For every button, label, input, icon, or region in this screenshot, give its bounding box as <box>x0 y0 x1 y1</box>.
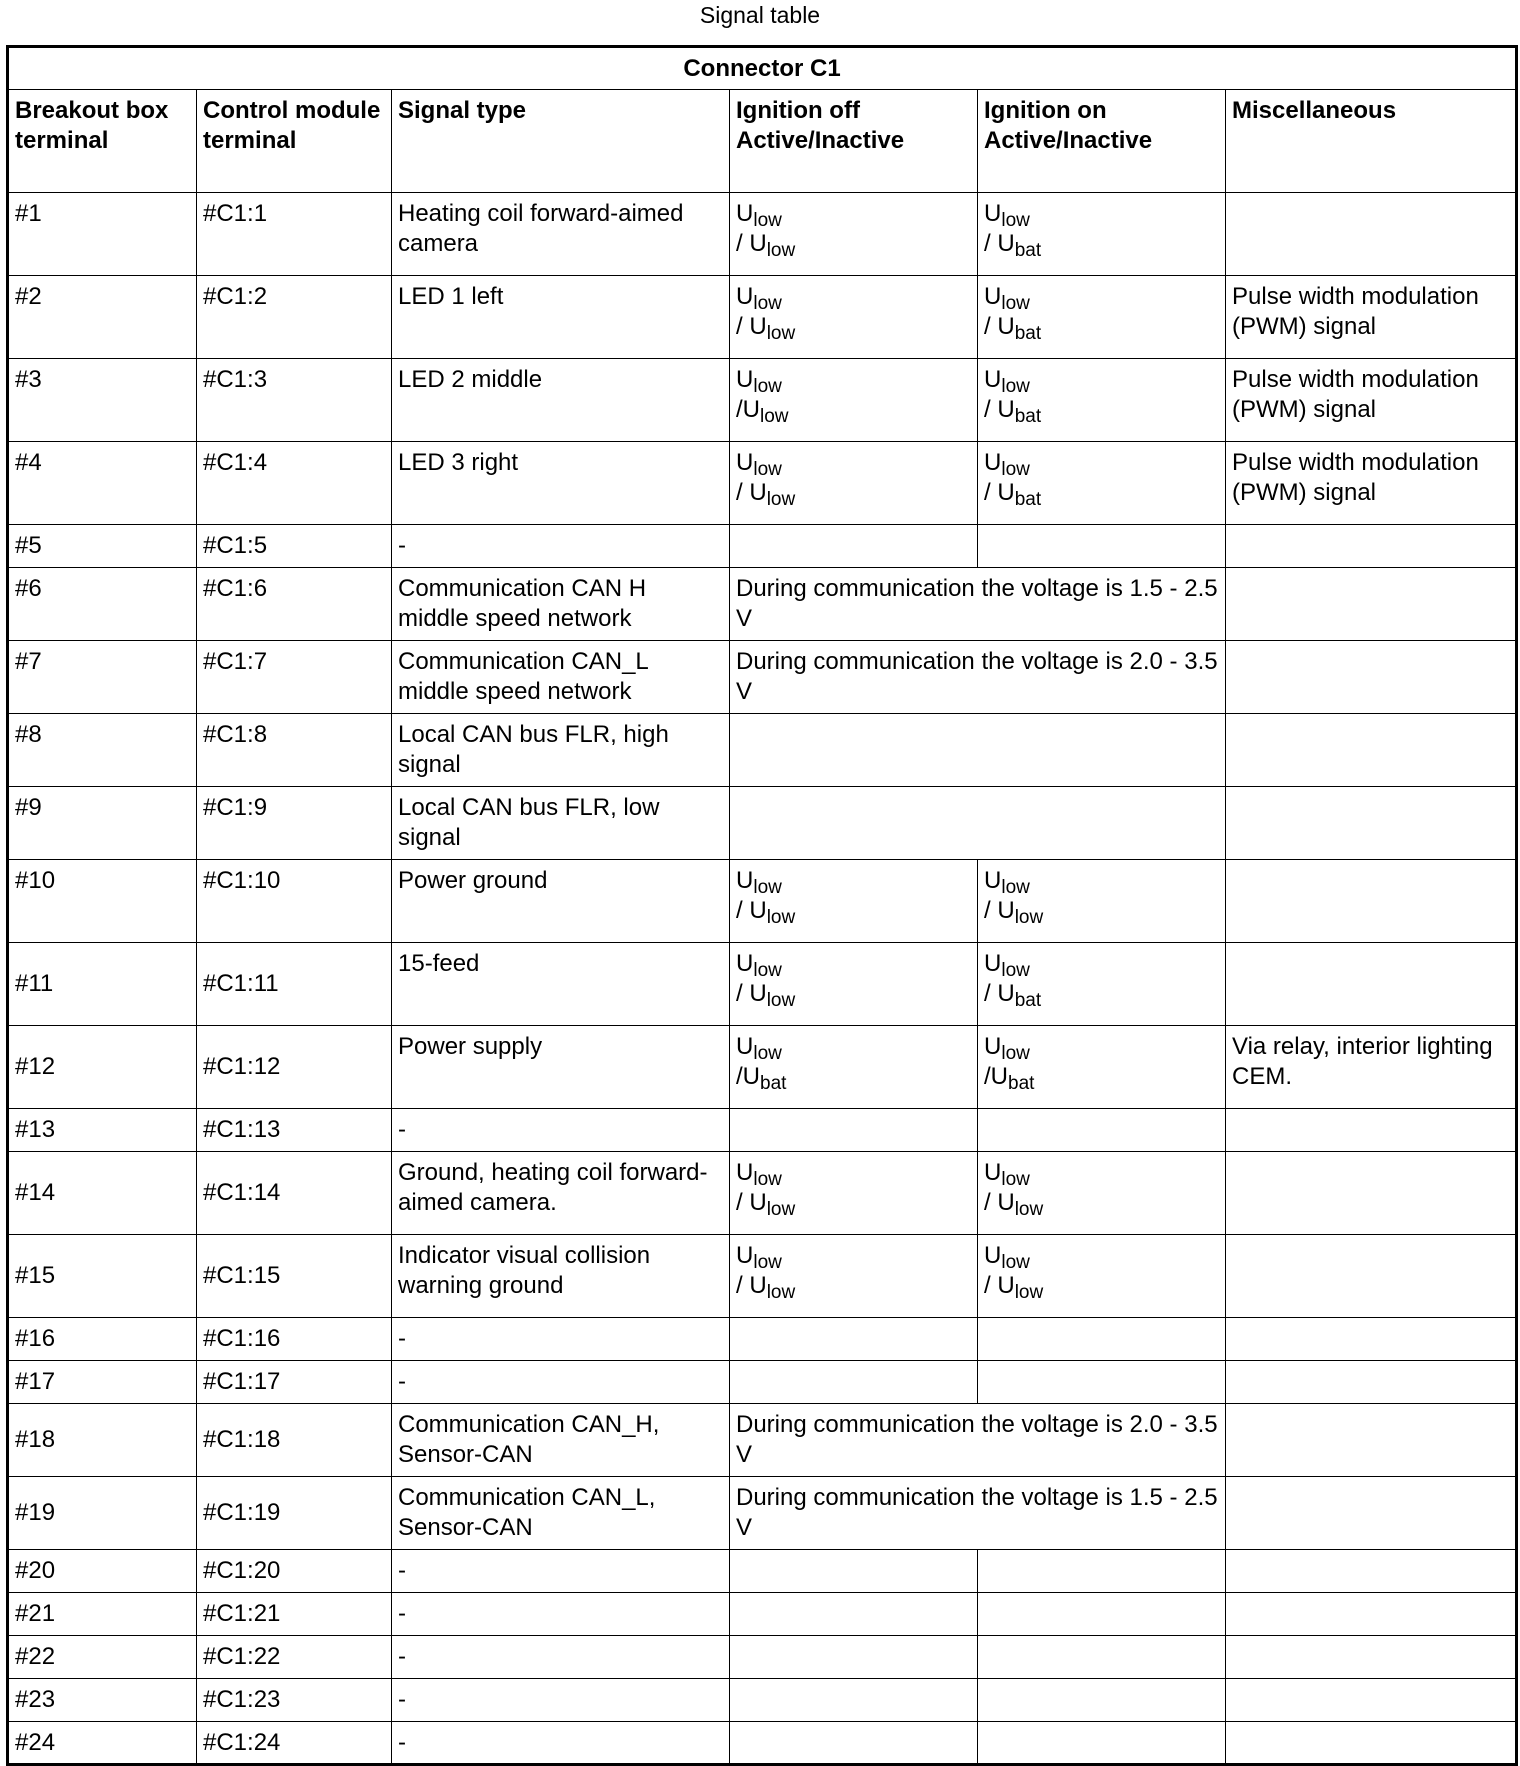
signal-type: Local CAN bus FLR, high signal <box>392 714 730 787</box>
signal-type: 15-feed <box>392 943 730 1026</box>
breakout-box-terminal: #21 <box>8 1593 197 1636</box>
ignition-off-value <box>730 193 978 276</box>
voltage-line: $U_{low}$ <box>736 950 782 981</box>
voltage-subscript: low <box>760 406 789 427</box>
signal-type: Communication CAN H middle speed network <box>392 568 730 641</box>
miscellaneous <box>1226 1318 1517 1361</box>
ignition-on-value <box>978 1318 1226 1361</box>
control-module-terminal: #C1:9 <box>197 787 392 860</box>
voltage-subscript: bat <box>1014 240 1042 261</box>
voltage-subscript: low <box>1001 877 1030 898</box>
breakout-box-terminal: #12 <box>8 1026 197 1109</box>
voltage-subscript: low <box>1001 376 1030 397</box>
voltage-separator: / <box>736 980 750 1007</box>
voltage-line: / $U_{low}$ <box>984 1272 1044 1303</box>
column-header: Breakout box terminal <box>8 90 197 193</box>
table-row <box>8 359 1517 442</box>
ignition-on-value <box>978 1235 1226 1318</box>
voltage-separator: / <box>736 230 750 257</box>
voltage-separator: / <box>984 230 998 257</box>
column-header: Ignition on Active/Inactive <box>978 90 1226 193</box>
ignition-on-value <box>978 442 1226 525</box>
miscellaneous <box>1226 1636 1517 1679</box>
table-row <box>8 525 1517 568</box>
ignition-span-value: During communication the voltage is 2.0 - 3.5 V <box>730 641 1226 714</box>
breakout-box-terminal: #7 <box>8 641 197 714</box>
voltage-subscript: low <box>1014 1199 1044 1220</box>
ignition-off-value <box>730 276 978 359</box>
voltage-subscript: low <box>766 323 796 344</box>
voltage-separator: / <box>984 396 998 423</box>
table-row <box>8 1235 1517 1318</box>
breakout-box-terminal: #3 <box>8 359 197 442</box>
voltage-subscript: low <box>753 1169 782 1190</box>
voltage-line: / $U_{low}$ <box>736 1189 796 1220</box>
ignition-off-value <box>730 1636 978 1679</box>
voltage-line: $U_{low}$ <box>736 200 782 231</box>
signal-type: - <box>392 1722 730 1765</box>
table-row <box>8 1636 1517 1679</box>
miscellaneous: Pulse width modulation (PWM) signal <box>1226 359 1517 442</box>
control-module-terminal: #C1:7 <box>197 641 392 714</box>
voltage-line: $U_{low}$ <box>984 950 1030 981</box>
voltage-subscript: low <box>1001 960 1030 981</box>
table-row <box>8 787 1517 860</box>
voltage-subscript: low <box>753 1043 782 1064</box>
breakout-box-terminal: #4 <box>8 442 197 525</box>
breakout-box-terminal: #20 <box>8 1550 197 1593</box>
control-module-terminal: #C1:14 <box>197 1152 392 1235</box>
voltage-separator: / <box>984 313 998 340</box>
signal-type: Power ground <box>392 860 730 943</box>
miscellaneous <box>1226 1152 1517 1235</box>
table-row <box>8 1404 1517 1477</box>
voltage-subscript: low <box>766 240 796 261</box>
voltage-subscript: low <box>753 210 782 231</box>
table-row <box>8 442 1517 525</box>
signal-type: - <box>392 1550 730 1593</box>
table-row <box>8 1361 1517 1404</box>
voltage-subscript: low <box>766 489 796 510</box>
table-row <box>8 1152 1517 1235</box>
voltage-separator: / <box>736 1272 750 1299</box>
control-module-terminal: #C1:17 <box>197 1361 392 1404</box>
signal-table <box>6 45 1518 1766</box>
ignition-off-value <box>730 943 978 1026</box>
voltage-subscript: low <box>753 376 782 397</box>
table-row <box>8 193 1517 276</box>
control-module-terminal: #C1:20 <box>197 1550 392 1593</box>
voltage-line: / $U_{bat}$ <box>984 230 1042 261</box>
voltage-line: / $U_{low}$ <box>984 1189 1044 1220</box>
signal-type: - <box>392 1361 730 1404</box>
control-module-terminal: #C1:24 <box>197 1722 392 1765</box>
ignition-span-value <box>730 787 1226 860</box>
ignition-off-value <box>730 359 978 442</box>
voltage-subscript: bat <box>1014 489 1042 510</box>
miscellaneous <box>1226 1679 1517 1722</box>
breakout-box-terminal: #9 <box>8 787 197 860</box>
ignition-on-value <box>978 1722 1226 1765</box>
breakout-box-terminal: #8 <box>8 714 197 787</box>
breakout-box-terminal: #16 <box>8 1318 197 1361</box>
control-module-terminal: #C1:21 <box>197 1593 392 1636</box>
miscellaneous <box>1226 860 1517 943</box>
table-row <box>8 568 1517 641</box>
voltage-line: / $U_{low}$ <box>736 897 796 928</box>
voltage-subscript: bat <box>1014 990 1042 1011</box>
ignition-on-value <box>978 1593 1226 1636</box>
miscellaneous <box>1226 1109 1517 1152</box>
signal-type: Communication CAN_L, Sensor-CAN <box>392 1477 730 1550</box>
ignition-off-value <box>730 1722 978 1765</box>
control-module-terminal: #C1:2 <box>197 276 392 359</box>
ignition-span-value: During communication the voltage is 2.0 - 3.5 V <box>730 1404 1226 1477</box>
voltage-subscript: low <box>766 907 796 928</box>
control-module-terminal: #C1:16 <box>197 1318 392 1361</box>
voltage-line: $/U_{bat}$ <box>984 1063 1035 1094</box>
voltage-line: $U_{low}$ <box>984 366 1030 397</box>
ignition-off-value <box>730 1152 978 1235</box>
voltage-subscript: low <box>1014 1282 1044 1303</box>
control-module-terminal: #C1:8 <box>197 714 392 787</box>
signal-type: LED 1 left <box>392 276 730 359</box>
ignition-span-value: During communication the voltage is 1.5 - 2.5 V <box>730 1477 1226 1550</box>
miscellaneous <box>1226 1361 1517 1404</box>
voltage-subscript: low <box>1001 1043 1030 1064</box>
signal-type: - <box>392 1679 730 1722</box>
signal-type: - <box>392 1636 730 1679</box>
ignition-on-value <box>978 860 1226 943</box>
miscellaneous <box>1226 714 1517 787</box>
table-row <box>8 1722 1517 1765</box>
voltage-subscript: low <box>753 960 782 981</box>
column-header: Miscellaneous <box>1226 90 1517 193</box>
voltage-subscript: low <box>1001 210 1030 231</box>
table-row <box>8 1593 1517 1636</box>
control-module-terminal: #C1:22 <box>197 1636 392 1679</box>
miscellaneous <box>1226 1593 1517 1636</box>
miscellaneous <box>1226 193 1517 276</box>
voltage-separator: / <box>984 479 998 506</box>
signal-type: Communication CAN_L middle speed network <box>392 641 730 714</box>
table-row <box>8 860 1517 943</box>
voltage-separator: / <box>736 897 750 924</box>
ignition-on-value <box>978 193 1226 276</box>
ignition-off-value <box>730 1109 978 1152</box>
signal-type: Ground, heating coil forward-aimed camera. <box>392 1152 730 1235</box>
voltage-separator: / <box>736 1189 750 1216</box>
miscellaneous: Pulse width modulation (PWM) signal <box>1226 276 1517 359</box>
voltage-separator: / <box>736 479 750 506</box>
page-title: Signal table <box>699 2 821 28</box>
breakout-box-terminal: #15 <box>8 1235 197 1318</box>
signal-type: - <box>392 1318 730 1361</box>
voltage-line: $U_{low}$ <box>736 283 782 314</box>
breakout-box-terminal: #24 <box>8 1722 197 1765</box>
ignition-off-value <box>730 1679 978 1722</box>
control-module-terminal: #C1:23 <box>197 1679 392 1722</box>
control-module-terminal: #C1:3 <box>197 359 392 442</box>
voltage-separator: / <box>984 1189 998 1216</box>
voltage-subscript: low <box>753 877 782 898</box>
signal-type: - <box>392 1593 730 1636</box>
table-row <box>8 276 1517 359</box>
table-row <box>8 1477 1517 1550</box>
voltage-line: $U_{low}$ <box>984 867 1030 898</box>
voltage-separator: / <box>984 897 998 924</box>
signal-type: LED 2 middle <box>392 359 730 442</box>
control-module-terminal: #C1:6 <box>197 568 392 641</box>
miscellaneous: Via relay, interior lighting CEM. <box>1226 1026 1517 1109</box>
ignition-on-value <box>978 1679 1226 1722</box>
signal-type: Communication CAN_H, Sensor-CAN <box>392 1404 730 1477</box>
voltage-line: / $U_{bat}$ <box>984 980 1042 1011</box>
voltage-subscript: low <box>1001 293 1030 314</box>
control-module-terminal: #C1:4 <box>197 442 392 525</box>
table-row <box>8 1550 1517 1593</box>
breakout-box-terminal: #11 <box>8 943 197 1026</box>
voltage-line: $U_{low}$ <box>984 449 1030 480</box>
voltage-line: / $U_{low}$ <box>736 980 796 1011</box>
voltage-separator: / <box>736 1063 743 1090</box>
breakout-box-terminal: #18 <box>8 1404 197 1477</box>
breakout-box-terminal: #1 <box>8 193 197 276</box>
signal-type: - <box>392 1109 730 1152</box>
control-module-terminal: #C1:5 <box>197 525 392 568</box>
voltage-separator: / <box>984 1063 991 1090</box>
miscellaneous <box>1226 525 1517 568</box>
voltage-subscript: low <box>1001 1252 1030 1273</box>
breakout-box-terminal: #14 <box>8 1152 197 1235</box>
voltage-line: $/U_{bat}$ <box>736 1063 787 1094</box>
signal-type: LED 3 right <box>392 442 730 525</box>
ignition-off-value <box>730 1318 978 1361</box>
voltage-subscript: bat <box>1014 406 1042 427</box>
voltage-subscript: bat <box>1008 1073 1035 1094</box>
ignition-on-value <box>978 1361 1226 1404</box>
signal-type: Indicator visual collision warning ground <box>392 1235 730 1318</box>
voltage-subscript: low <box>1001 1169 1030 1190</box>
voltage-subscript: low <box>753 293 782 314</box>
voltage-line: / $U_{bat}$ <box>984 396 1042 427</box>
miscellaneous <box>1226 1722 1517 1765</box>
ignition-span-value <box>730 714 1226 787</box>
voltage-line: $U_{low}$ <box>736 1033 782 1064</box>
breakout-box-terminal: #22 <box>8 1636 197 1679</box>
control-module-terminal: #C1:10 <box>197 860 392 943</box>
ignition-off-value <box>730 442 978 525</box>
breakout-box-terminal: #10 <box>8 860 197 943</box>
miscellaneous <box>1226 787 1517 860</box>
control-module-terminal: #C1:15 <box>197 1235 392 1318</box>
ignition-on-value <box>978 943 1226 1026</box>
voltage-line: $U_{low}$ <box>984 1033 1030 1064</box>
voltage-subscript: low <box>766 990 796 1011</box>
connector-caption: Connector C1 <box>8 47 1517 90</box>
table-row <box>8 1318 1517 1361</box>
signal-type: - <box>392 525 730 568</box>
column-header: Control module terminal <box>197 90 392 193</box>
ignition-on-value <box>978 1026 1226 1109</box>
control-module-terminal: #C1:19 <box>197 1477 392 1550</box>
voltage-line: / $U_{low}$ <box>736 313 796 344</box>
miscellaneous <box>1226 641 1517 714</box>
signal-type: Heating coil forward-aimed camera <box>392 193 730 276</box>
voltage-line: / $U_{bat}$ <box>984 313 1042 344</box>
miscellaneous <box>1226 568 1517 641</box>
ignition-on-value <box>978 525 1226 568</box>
signal-type: Power supply <box>392 1026 730 1109</box>
voltage-subscript: bat <box>1014 323 1042 344</box>
voltage-separator: / <box>736 396 743 423</box>
table-row <box>8 1026 1517 1109</box>
miscellaneous <box>1226 1477 1517 1550</box>
voltage-line: $U_{low}$ <box>984 1159 1030 1190</box>
voltage-subscript: low <box>766 1282 796 1303</box>
voltage-line: $U_{low}$ <box>984 1242 1030 1273</box>
voltage-line: $/U_{low}$ <box>736 396 789 427</box>
table-row <box>8 714 1517 787</box>
breakout-box-terminal: #5 <box>8 525 197 568</box>
ignition-off-value <box>730 1550 978 1593</box>
table-row <box>8 1679 1517 1722</box>
table-row <box>8 1109 1517 1152</box>
ignition-on-value <box>978 359 1226 442</box>
breakout-box-terminal: #13 <box>8 1109 197 1152</box>
column-header: Signal type <box>392 90 730 193</box>
control-module-terminal: #C1:1 <box>197 193 392 276</box>
miscellaneous <box>1226 1550 1517 1593</box>
voltage-line: $U_{low}$ <box>984 283 1030 314</box>
ignition-on-value <box>978 1152 1226 1235</box>
voltage-line: / $U_{bat}$ <box>984 479 1042 510</box>
voltage-subscript: bat <box>760 1073 787 1094</box>
voltage-line: $U_{low}$ <box>736 1242 782 1273</box>
miscellaneous <box>1226 1404 1517 1477</box>
voltage-subscript: low <box>1014 907 1044 928</box>
voltage-subscript: low <box>753 1252 782 1273</box>
signal-type: Local CAN bus FLR, low signal <box>392 787 730 860</box>
control-module-terminal: #C1:11 <box>197 943 392 1026</box>
ignition-off-value <box>730 1593 978 1636</box>
table-body <box>8 193 1517 1765</box>
voltage-subscript: low <box>1001 459 1030 480</box>
ignition-on-value <box>978 1109 1226 1152</box>
voltage-line: / $U_{low}$ <box>984 897 1044 928</box>
voltage-line: $U_{low}$ <box>736 1159 782 1190</box>
ignition-on-value <box>978 276 1226 359</box>
voltage-separator: / <box>984 980 998 1007</box>
voltage-line: $U_{low}$ <box>984 200 1030 231</box>
ignition-off-value <box>730 1235 978 1318</box>
voltage-subscript: low <box>766 1199 796 1220</box>
miscellaneous <box>1226 943 1517 1026</box>
voltage-line: / $U_{low}$ <box>736 230 796 261</box>
ignition-on-value <box>978 1550 1226 1593</box>
miscellaneous <box>1226 1235 1517 1318</box>
ignition-off-value <box>730 860 978 943</box>
voltage-line: / $U_{low}$ <box>736 479 796 510</box>
voltage-line: $U_{low}$ <box>736 867 782 898</box>
voltage-separator: / <box>984 1272 998 1299</box>
control-module-terminal: #C1:12 <box>197 1026 392 1109</box>
control-module-terminal: #C1:18 <box>197 1404 392 1477</box>
breakout-box-terminal: #6 <box>8 568 197 641</box>
ignition-off-value <box>730 525 978 568</box>
ignition-on-value <box>978 1636 1226 1679</box>
voltage-separator: / <box>736 313 750 340</box>
ignition-off-value <box>730 1026 978 1109</box>
table-row <box>8 943 1517 1026</box>
voltage-line: $U_{low}$ <box>736 449 782 480</box>
column-header: Ignition off Active/Inactive <box>730 90 978 193</box>
voltage-line: / $U_{low}$ <box>736 1272 796 1303</box>
ignition-span-value: During communication the voltage is 1.5 - 2.5 V <box>730 568 1226 641</box>
breakout-box-terminal: #2 <box>8 276 197 359</box>
voltage-line: $U_{low}$ <box>736 366 782 397</box>
table-row <box>8 641 1517 714</box>
ignition-off-value <box>730 1361 978 1404</box>
voltage-subscript: low <box>753 459 782 480</box>
miscellaneous: Pulse width modulation (PWM) signal <box>1226 442 1517 525</box>
breakout-box-terminal: #17 <box>8 1361 197 1404</box>
breakout-box-terminal: #19 <box>8 1477 197 1550</box>
control-module-terminal: #C1:13 <box>197 1109 392 1152</box>
breakout-box-terminal: #23 <box>8 1679 197 1722</box>
